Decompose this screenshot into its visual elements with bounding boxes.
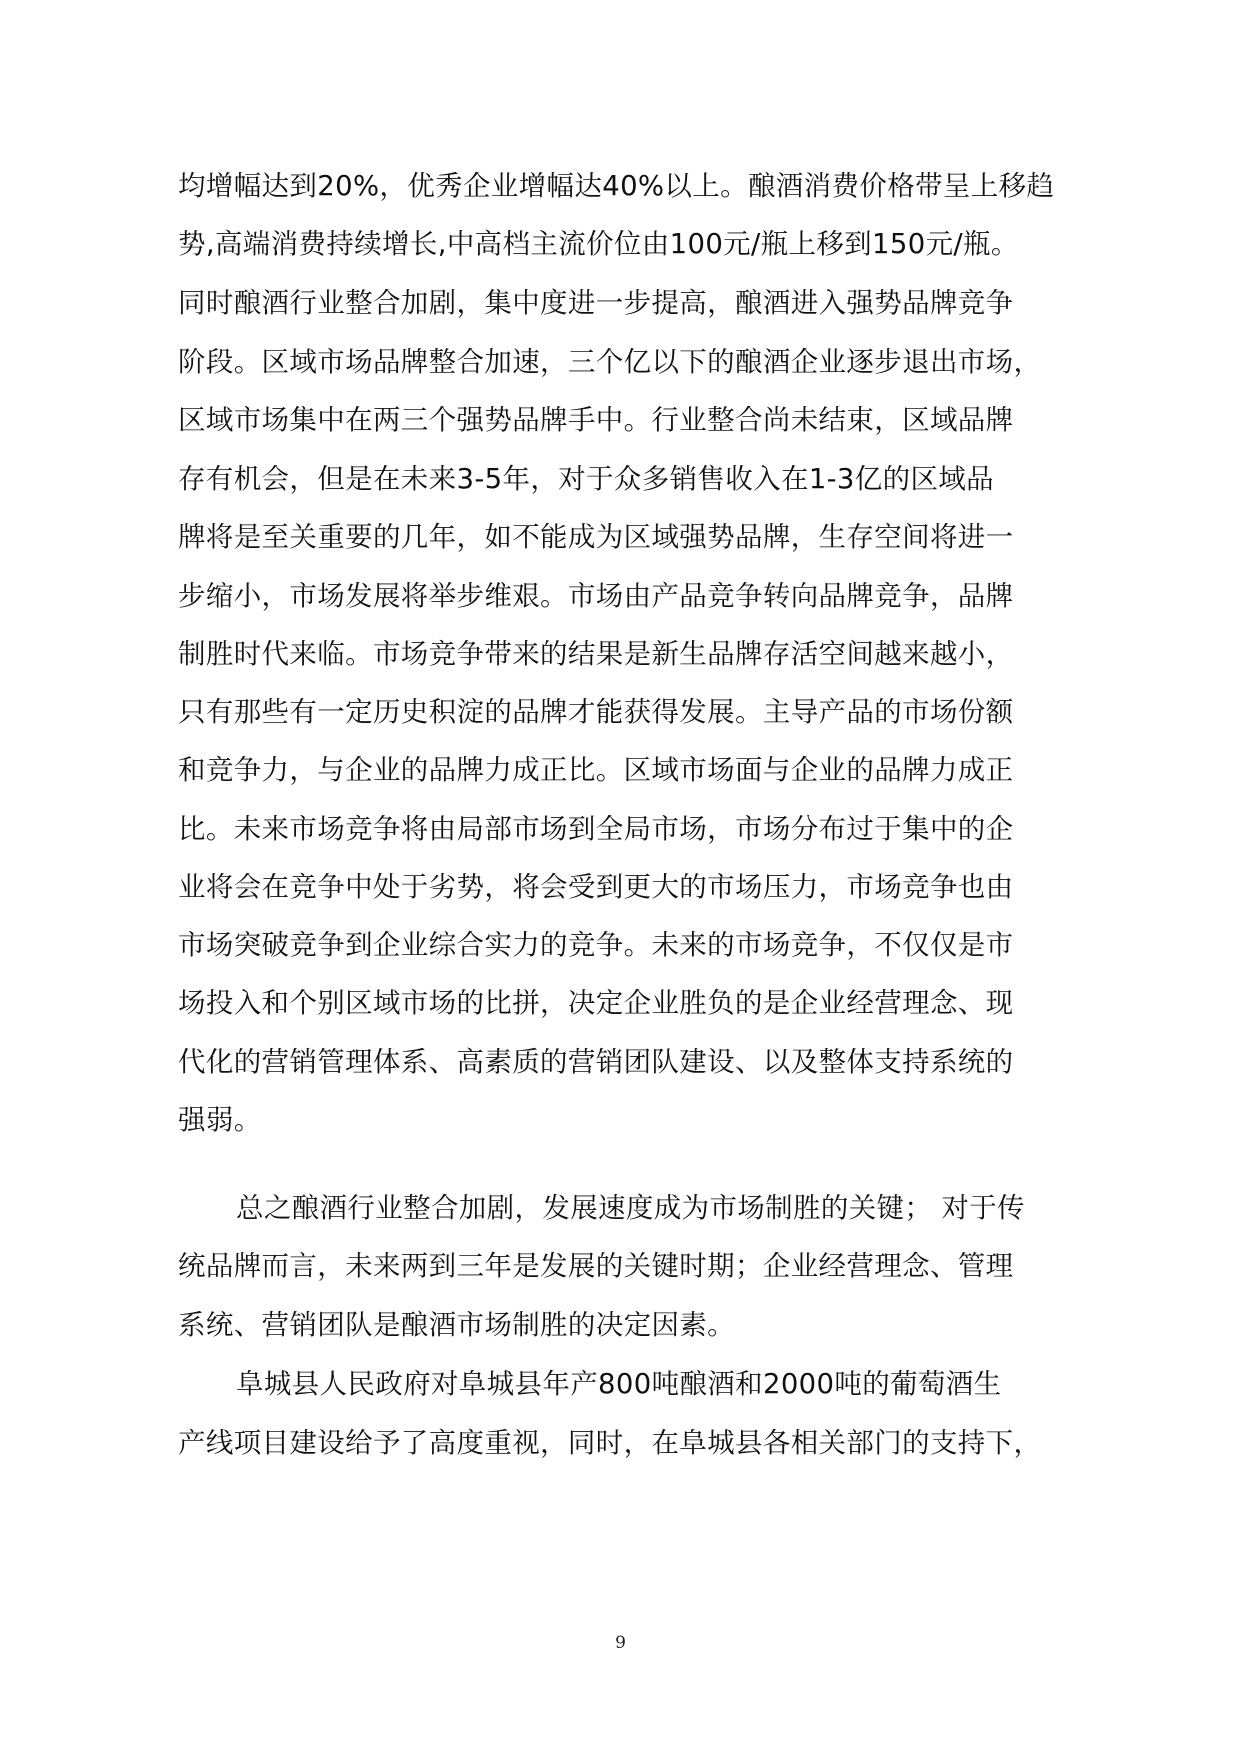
text-line: 均增幅达到20%，优秀企业增幅达40%以上。酿酒消费价格带呈上移趋 <box>178 170 1055 202</box>
text-line: 制胜时代来临。市场竞争带来的结果是新生品牌存活空间越来越小， <box>178 638 1014 670</box>
text-line: 阜城县人民政府对阜城县年产800吨酿酒和2000吨的葡萄酒生 <box>236 1368 1002 1400</box>
page-number: 9 <box>615 1633 626 1653</box>
text-line: 区域市场集中在两三个强势品牌手中。行业整合尚未结束，区域品牌 <box>178 404 1014 436</box>
text-line: 只有那些有一定历史积淀的品牌才能获得发展。主导产品的市场份额 <box>178 696 1014 728</box>
text-line: 牌将是至关重要的几年，如不能成为区域强势品牌，生存空间将进一 <box>178 521 1014 553</box>
text-line: 业将会在竞争中处于劣势，将会受到更大的市场压力，市场竞争也由 <box>178 871 1014 903</box>
text-line: 统品牌而言，未来两到三年是发展的关键时期；企业经营理念、管理 <box>178 1250 1014 1282</box>
text-line: 存有机会，但是在未来3-5年，对于众多销售收入在1-3亿的区域品 <box>178 463 995 495</box>
text-line: 场投入和个别区域市场的比拼，决定企业胜负的是企业经营理念、现 <box>178 987 1014 1019</box>
text-line: 和竞争力，与企业的品牌力成正比。区域市场面与企业的品牌力成正 <box>178 754 1014 786</box>
text-line: 强弱。 <box>178 1104 262 1136</box>
text-line: 势,高端消费持续增长,中高档主流价位由100元/瓶上移到150元/瓶。 <box>178 228 1019 260</box>
text-line: 比。未来市场竞争将由局部市场到全局市场，市场分布过于集中的企 <box>178 813 1014 845</box>
text-line: 步缩小，市场发展将举步维艰。市场由产品竞争转向品牌竞争，品牌 <box>178 580 1014 612</box>
text-line: 产线项目建设给予了高度重视，同时，在阜城县各相关部门的支持下， <box>178 1427 1042 1459</box>
text-line: 代化的营销管理体系、高素质的营销团队建设、以及整体支持系统的 <box>178 1046 1014 1078</box>
text-line: 同时酿酒行业整合加剧，集中度进一步提高，酿酒进入强势品牌竞争 <box>178 287 1014 319</box>
text-line: 系统、营销团队是酿酒市场制胜的决定因素。 <box>178 1309 735 1341</box>
text-line: 阶段。区域市场品牌整合加速，三个亿以下的酿酒企业逐步退出市场， <box>178 346 1042 378</box>
text-line: 总之酿酒行业整合加剧，发展速度成为市场制胜的关键； 对于传 <box>236 1192 1025 1224</box>
text-line: 市场突破竞争到企业综合实力的竞争。未来的市场竞争，不仅仅是市 <box>178 929 1014 961</box>
